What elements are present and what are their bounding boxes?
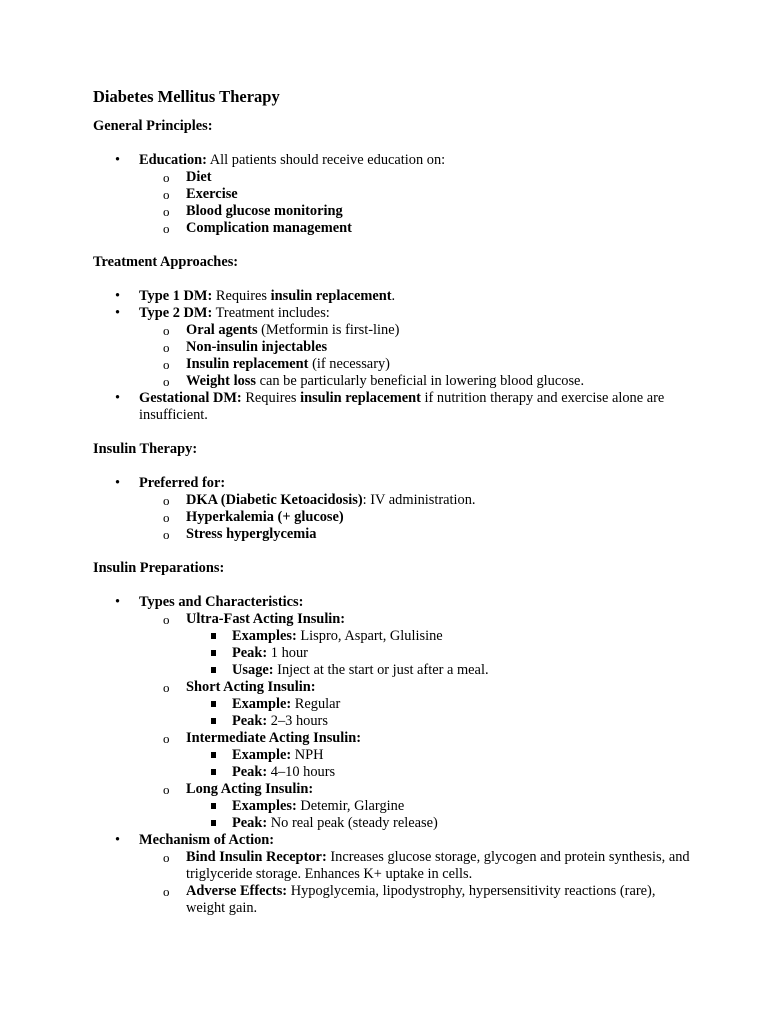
intermediate-acting-details — [232, 747, 693, 781]
education-sublist — [163, 169, 693, 237]
square-marker — [211, 752, 216, 758]
detail-label: Examples: — [232, 628, 297, 644]
education-text: All patients should receive education on: — [206, 152, 446, 168]
list-item — [93, 305, 693, 390]
insulin-replacement: Insulin replacement — [186, 356, 309, 372]
circle-marker: o — [163, 170, 170, 185]
gestational-label: Gestational DM: — [139, 390, 242, 406]
circle-marker: o — [163, 493, 170, 508]
type2-label: Type 2 DM: — [139, 305, 213, 321]
detail-value: Inject at the start or just after a meal. — [273, 662, 489, 678]
bullet-marker: • — [115, 832, 121, 848]
ultra-fast-details — [232, 628, 693, 679]
list-item — [163, 509, 693, 526]
list-item — [93, 594, 693, 832]
long-acting-details — [232, 798, 693, 832]
bullet-marker: • — [115, 152, 121, 168]
type1-bold: insulin replacement — [270, 288, 392, 304]
type2-text: Treatment includes: — [212, 305, 330, 321]
circle-marker: o — [163, 323, 170, 338]
general-list — [93, 152, 693, 237]
list-item — [163, 220, 693, 237]
type1-label: Type 1 DM: — [139, 288, 213, 304]
detail-value: Regular — [291, 696, 341, 712]
document-page — [93, 85, 693, 917]
bullet-marker: • — [115, 594, 121, 610]
types-sublist — [163, 611, 693, 832]
detail-label: Peak: — [232, 764, 268, 780]
detail-value: 1 hour — [267, 645, 308, 661]
square-marker — [211, 667, 216, 673]
detail-label: Usage: — [232, 662, 274, 678]
list-item — [163, 781, 693, 832]
bullet-marker: • — [115, 390, 121, 406]
detail-value: Detemir, Glargine — [296, 798, 405, 814]
detail-value: 4–10 hours — [267, 764, 336, 780]
bind-receptor-text: Increases glucose storage, glycogen and protein synthesis, and triglyceride storage. Enhances K+ uptake in cells. — [186, 849, 690, 882]
dka-text: : IV administration. — [362, 492, 476, 508]
circle-marker: o — [163, 680, 170, 695]
long-acting-name: Long Acting Insulin: — [186, 781, 314, 797]
gestational-end: if nutrition therapy and exercise alone are insufficient. — [139, 390, 665, 423]
list-item — [232, 713, 693, 730]
insulin-therapy-heading: Insulin Therapy: — [93, 441, 198, 457]
detail-label: Example: — [232, 696, 292, 712]
treatment-list — [93, 288, 693, 424]
detail-value: Lispro, Aspart, Glulisine — [296, 628, 443, 644]
list-item — [232, 662, 693, 679]
hyperkalemia: Hyperkalemia (+ glucose) — [186, 509, 344, 525]
detail-label: Peak: — [232, 645, 268, 661]
short-acting-name: Short Acting Insulin: — [186, 679, 316, 695]
square-marker — [211, 803, 216, 809]
list-item — [93, 152, 693, 237]
list-item — [163, 849, 693, 883]
education-item: Diet — [186, 169, 212, 185]
square-marker — [211, 718, 216, 724]
detail-value: No real peak (steady release) — [267, 815, 438, 831]
bullet-marker: • — [115, 305, 121, 321]
list-item — [163, 730, 693, 781]
dka: DKA (Diabetic Ketoacidosis) — [186, 492, 363, 508]
gestational-text: Requires — [241, 390, 301, 406]
preparations-list — [93, 594, 693, 917]
weight-loss-text: can be particularly beneficial in lowering blood glucose. — [255, 373, 585, 389]
list-item — [93, 390, 693, 424]
detail-label: Peak: — [232, 713, 268, 729]
adverse-effects-label: Adverse Effects: — [186, 883, 288, 899]
insulin-replacement-text: (if necessary) — [308, 356, 390, 372]
detail-label: Peak: — [232, 815, 268, 831]
list-item — [232, 628, 693, 645]
education-item: Exercise — [186, 186, 238, 202]
list-item — [163, 169, 693, 186]
detail-value: NPH — [291, 747, 324, 763]
circle-marker: o — [163, 884, 170, 899]
mechanism-sublist — [163, 849, 693, 917]
list-item — [163, 339, 693, 356]
type1-text: Requires — [212, 288, 271, 304]
detail-value: 2–3 hours — [267, 713, 328, 729]
detail-label: Examples: — [232, 798, 297, 814]
insulin-therapy-list — [93, 475, 693, 543]
square-marker — [211, 650, 216, 656]
gestational-bold: insulin replacement — [300, 390, 421, 406]
oral-agents: Oral agents — [186, 322, 258, 338]
non-insulin-injectables: Non-insulin injectables — [186, 339, 328, 355]
circle-marker: o — [163, 510, 170, 525]
list-item — [163, 203, 693, 220]
insulin-preparations-heading: Insulin Preparations: — [93, 560, 225, 576]
circle-marker: o — [163, 340, 170, 355]
list-item — [93, 832, 693, 917]
square-marker — [211, 701, 216, 707]
list-item — [93, 288, 693, 305]
list-item — [163, 883, 693, 917]
type1-end: . — [391, 288, 396, 304]
list-item — [163, 526, 693, 543]
document-title: Diabetes Mellitus Therapy — [93, 87, 280, 106]
list-item — [232, 815, 693, 832]
education-label: Education: — [139, 152, 207, 168]
list-item — [163, 373, 693, 390]
preferred-label: Preferred for: — [139, 475, 226, 491]
list-item — [163, 186, 693, 203]
type2-sublist — [163, 322, 693, 390]
list-item — [163, 492, 693, 509]
preferred-sublist — [163, 492, 693, 543]
bullet-marker: • — [115, 288, 121, 304]
treatment-approaches-heading: Treatment Approaches: — [93, 254, 239, 270]
circle-marker: o — [163, 782, 170, 797]
list-item — [163, 356, 693, 373]
list-item — [232, 747, 693, 764]
list-item — [232, 645, 693, 662]
circle-marker: o — [163, 187, 170, 202]
education-item: Complication management — [186, 220, 352, 236]
circle-marker: o — [163, 374, 170, 389]
circle-marker: o — [163, 850, 170, 865]
list-item — [93, 475, 693, 543]
square-marker — [211, 820, 216, 826]
square-marker — [211, 633, 216, 639]
list-item — [163, 679, 693, 730]
list-item — [232, 696, 693, 713]
circle-marker: o — [163, 731, 170, 746]
bullet-marker: • — [115, 475, 121, 491]
intermediate-acting-name: Intermediate Acting Insulin: — [186, 730, 362, 746]
circle-marker: o — [163, 357, 170, 372]
circle-marker: o — [163, 612, 170, 627]
circle-marker: o — [163, 221, 170, 236]
bind-receptor-label: Bind Insulin Receptor: — [186, 849, 327, 865]
types-label: Types and Characteristics: — [139, 594, 304, 610]
education-item: Blood glucose monitoring — [186, 203, 343, 219]
mechanism-label: Mechanism of Action: — [139, 832, 275, 848]
list-item — [232, 798, 693, 815]
adverse-effects-text: Hypoglycemia, lipodystrophy, hypersensitivity reactions (rare), weight gain. — [186, 883, 656, 916]
detail-label: Example: — [232, 747, 292, 763]
general-principles-heading: General Principles: — [93, 118, 213, 134]
square-marker — [211, 769, 216, 775]
short-acting-details — [232, 696, 693, 730]
ultra-fast-name: Ultra-Fast Acting Insulin: — [186, 611, 346, 627]
list-item — [232, 764, 693, 781]
stress-hyperglycemia: Stress hyperglycemia — [186, 526, 317, 542]
list-item — [163, 322, 693, 339]
circle-marker: o — [163, 204, 170, 219]
oral-agents-text: (Metformin is first-line) — [257, 322, 400, 338]
weight-loss: Weight loss — [186, 373, 256, 389]
list-item — [163, 611, 693, 679]
circle-marker: o — [163, 527, 170, 542]
